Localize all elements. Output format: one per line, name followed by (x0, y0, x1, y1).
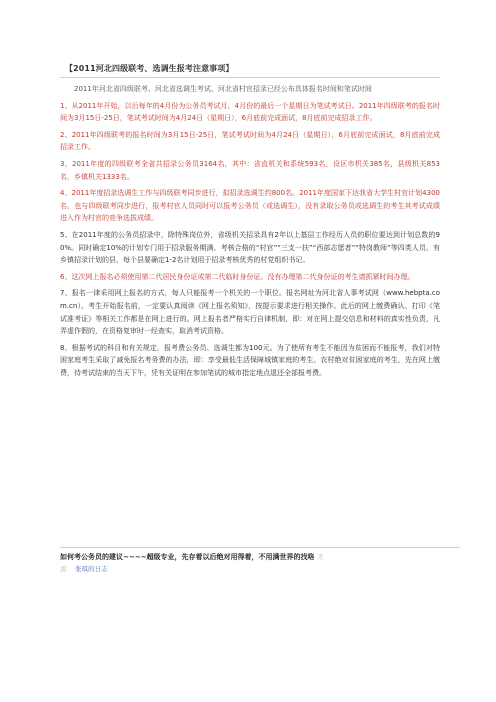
item-3: 3、2011年度的四级联考全省共招录公务员3164名，其中：省直机关和系统593名，设区市机关385名，县级机关853名，乡镇机关1333名。 (60, 159, 440, 181)
item-4: 4、2011年度招录选调生工作与四级联考同步进行，拟招录选调生约800名。2011年度国家下达我省大学生村官计划4300名，也与四级联考同步进行，报考村官人员同时可以报考公务员（或选调生），没有录取公务员或选调生的考生其考试成绩进入作为村官的竞争选拔成绩。 (60, 189, 440, 223)
related-post (60, 547, 460, 575)
item-2: 2、2011年四级联考的报名时间为3月15日-25日，笔试考试时间为4月24日（星期日），6月底前完成面试，8月底前完成招录工作。 (60, 130, 440, 152)
related-post-source-prefix: 来 (316, 553, 324, 561)
related-post-headline[interactable]: 如何考公务员的建议~~~~超级专业，先存着以后绝对用得着，不用满世界的找咯 (60, 553, 315, 561)
article-title: 【2011河北四级联考、选调生报考注意事项】 (60, 63, 440, 78)
source-link[interactable]: 张琪的日志 (75, 565, 108, 573)
item-7: 7、报名一律采用网上报名的方式，每人只能报考一个机关的一个职位。报名网址为河北省人事考试网（www.hebpta.com.cn）。考生开始报名前，一定要认真阅读《网上报名须知》，按提示要求进行相关操作。此后的网上缴费确认、打印《笔试准考证》等相关工作都是在网上进行的。网上报名者严格实行自律机制，即：对在网上提交信息和材料的真实性负责，凡弄虚作假的，在资格复审时一经查实，取消考试资格。 (60, 289, 440, 336)
item-6: 6、这次网上报名必须使用第二代居民身份证或第二代临时身份证。没有办理第二代身份证的考生请抓紧时间办理。 (60, 272, 415, 281)
item-8: 8、根据考试的科目和有关规定，报考费公务员、选调生都为100元。为了使所有考生不能因为贫困而不能报考，我们对特困家庭考生采取了减免报名考务费的办法，即：享受最低生活保障城镇家庭的考生、农村绝对贫困家庭的考生，先在网上缴费，待考试结束的当天下午，凭有关证明在参加笔试的城市指定地点退还全部报考费。 (60, 343, 440, 377)
source-label: 源： (60, 565, 73, 573)
article-body (60, 63, 440, 383)
item-5: 5、在2011年度的公务员招录中，除特殊岗位外，省级机关招录具有2年以上基层工作经历人员的职位要达到计划总数的90%。同时确定10%的计划专门用于招录服务期满、考核合格的“村官”“三支一扶”“西部志愿者”“特岗教师”等四类人员。有乡镇招录计划的县，每个县要确定1-2名计划用于招录考核优秀的村党组织书记。 (60, 230, 440, 265)
related-post-title[interactable] (60, 551, 460, 564)
item-1: 1、从2011年开始，以后每年的4月份为公务员考试月，4月份的最后一个星期日为笔试考试日。2011年四级联考的报名时间为3月15日-25日，笔试考试时间为4月24日（星期日），6月底前完成面试，8月底前完成招录工作。 (60, 101, 440, 123)
intro-paragraph: 2011年河北省四级联考、河北省选调生考试、河北省村官招录已经公布具体报名时间和笔试时间 (74, 85, 372, 93)
related-post-source (60, 564, 460, 575)
